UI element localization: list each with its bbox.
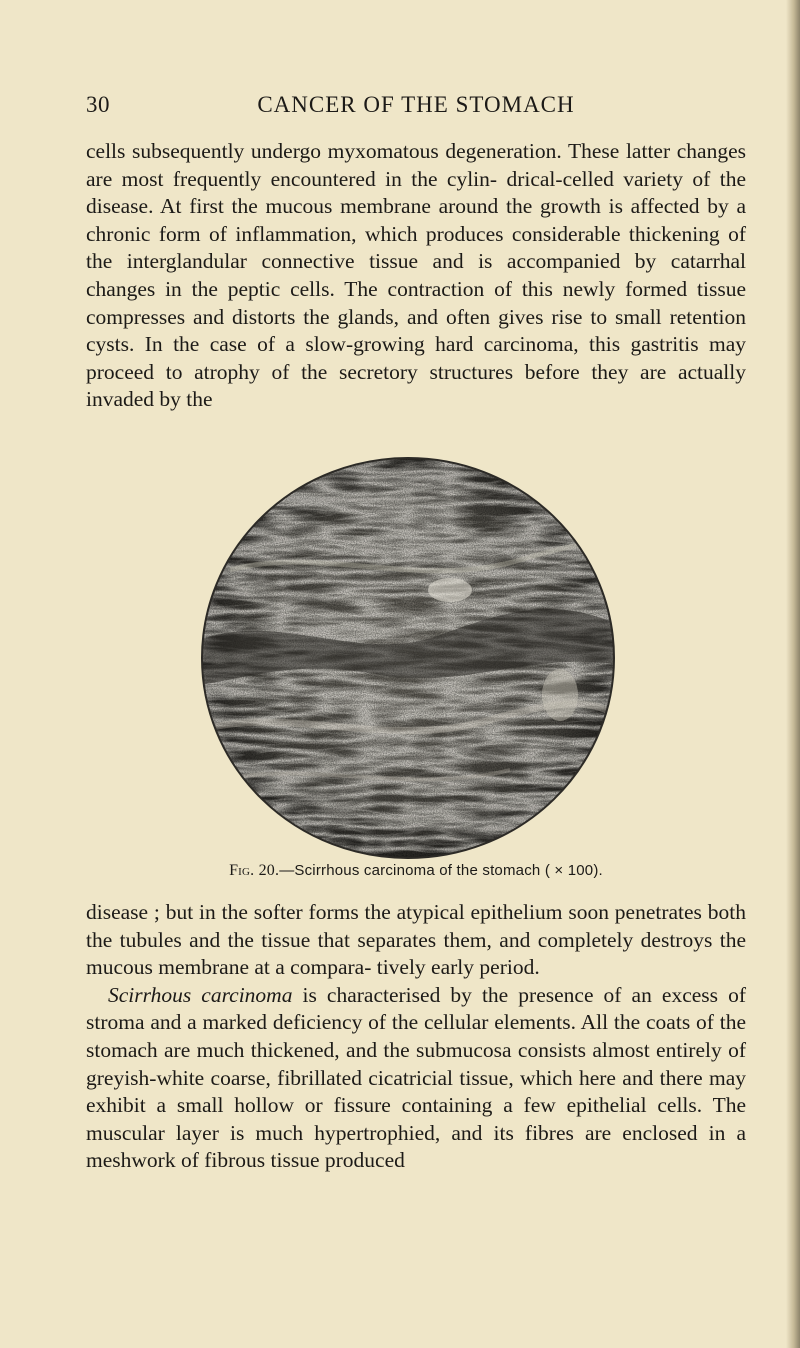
micrograph-image xyxy=(200,450,620,860)
page-edge-shadow xyxy=(786,0,800,1348)
running-head xyxy=(86,92,746,122)
page-number: 30 xyxy=(86,92,110,117)
paragraph-scirrhous-text: is characterised by the presence of an excess of stroma and a marked deficiency of the cellular elements. All the coats of the stomach are much thickened, and the submucosa consists almost entirely of greyish-white coarse, fibrillated cicatricial tissue, which here and there may exhibit a small hollow or fissure containing a few epithelial cells. The muscular layer is much hypertrophied, and its fibres are enclosed in a meshwork of fibrous tissue produced xyxy=(86,982,746,1173)
paragraph-text: cells subsequently undergo myxomatous degeneration. These latter changes are most frequently encountered in the cylin- drical-celled variety of the disease. At first the mucous membrane around the growth is affected by a chronic form of inflammation, which produces considerable thickening of the interglandular connective tissue and is accompanied by catarrhal changes in the peptic cells. The contraction of this newly formed tissue compresses and distorts the glands, and often gives rise to small retention cysts. In the case of a slow-growing hard carcinoma, this gastritis may proceed to atrophy of the secretory structures before they are actually invaded by the xyxy=(86,139,746,412)
body-paragraph-bottom xyxy=(86,899,746,1175)
running-title: CANCER OF THE STOMACH xyxy=(257,92,575,117)
figure-caption-text: —Scirrhous carcinoma of the stomach ( × 100). xyxy=(279,862,603,879)
paragraph-continuation: disease ; but in the softer forms the atypical epithelium soon penetrates both the tubules and the tissue that separates them, and completely destroys the mucous membrane at a compara- tively early period. xyxy=(86,900,746,980)
italic-term: Scirrhous carcinoma xyxy=(108,982,293,1007)
body-paragraph-top xyxy=(86,138,746,414)
figure-label: Fig. 20. xyxy=(229,862,280,879)
micrograph-figure xyxy=(200,450,620,860)
figure-caption xyxy=(86,862,746,880)
paragraph-scirrhous xyxy=(86,982,746,1175)
